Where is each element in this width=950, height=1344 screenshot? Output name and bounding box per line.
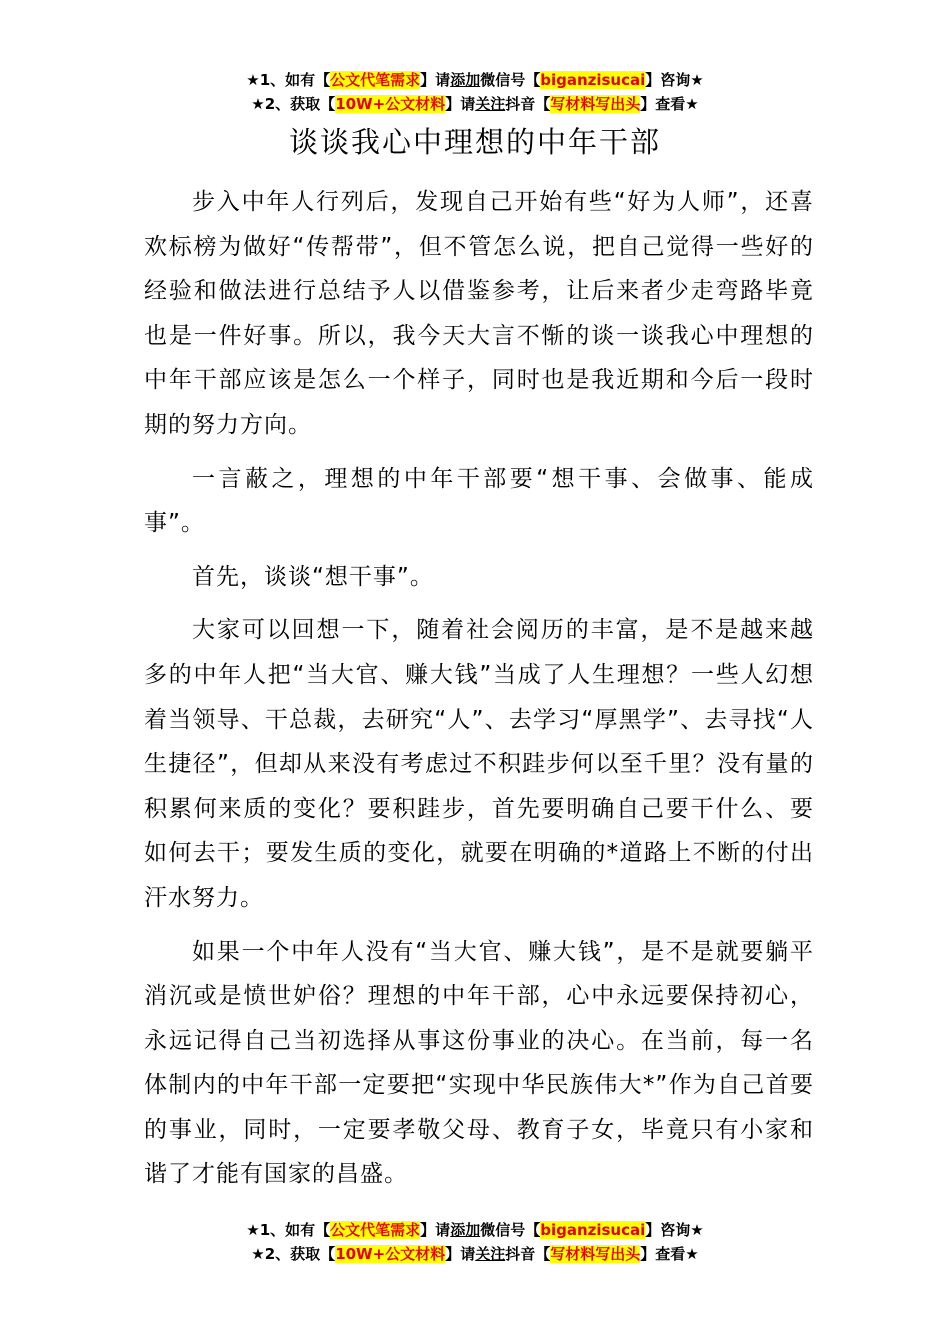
promo-text: 】咨询★ (645, 71, 704, 89)
paragraph: 一言蔽之，理想的中年干部要“想干事、会做事、能成事”。 (144, 465, 814, 537)
promo-line-1 (0, 1218, 950, 1242)
paragraph: 大家可以回想一下，随着社会阅历的丰富，是不是越来越多的中年人把“当大官、赚大钱”当成了人生理想？一些人幻想着当领导、干总裁，去研究“人”、去学习“厚黑学”、去寻找“人生捷径”，但却从来没有考虑过不积跬步何以至千里？没有量的积累何来质的变化？要积跬步，首先要明确自己要干什么、要如何去干；要发生质的变化，就要在明确的*道路上不断的付出汗水努力。 (144, 617, 814, 911)
promo-footer (0, 1218, 950, 1266)
document-title: 谈谈我心中理想的中年干部 (288, 125, 661, 159)
promo-underlined-text: 关注 (475, 1245, 506, 1263)
promo-highlight-douyin-account: 写材料写出头 (550, 1245, 641, 1263)
promo-line-2 (0, 1242, 950, 1266)
promo-text: 】请 (420, 1221, 451, 1239)
promo-underlined-text: 添加 (450, 1221, 481, 1239)
promo-text: 】查看★ (640, 1245, 699, 1263)
promo-header (0, 68, 950, 116)
promo-text: ★2、获取【 (251, 1245, 336, 1263)
promo-text: 】查看★ (640, 95, 699, 113)
promo-text: ★1、如有【 (246, 1221, 331, 1239)
promo-highlight-service: 公文代笔需求 (330, 71, 421, 89)
promo-text: 】请 (445, 95, 476, 113)
promo-text: ★1、如有【 (246, 71, 331, 89)
promo-text: 】请 (420, 71, 451, 89)
paragraph: 步入中年人行列后，发现自己开始有些“好为人师”，还喜欢标榜为做好“传帮带”，但不管怎么说，把自己觉得一些好的经验和做法进行总结予人以借鉴参考，让后来者少走弯路毕竟也是一件好事。所以，我今天大言不惭的谈一谈我心中理想的中年干部应该是怎么一个样子，同时也是我近期和今后一段时期的努力方向。 (144, 189, 814, 438)
promo-highlight-materials: 10W+公文材料 (335, 1245, 446, 1263)
promo-text: 】咨询★ (645, 1221, 704, 1239)
promo-text: 】请 (445, 1245, 476, 1263)
promo-underlined-text: 添加 (450, 71, 481, 89)
promo-highlight-douyin-account: 写材料写出头 (550, 95, 641, 113)
promo-text: ★2、获取【 (251, 95, 336, 113)
promo-text: 抖音【 (505, 95, 551, 113)
promo-line-2 (0, 92, 950, 116)
promo-highlight-materials: 10W+公文材料 (335, 95, 446, 113)
paragraph: 首先，谈谈“想干事”。 (192, 563, 434, 590)
paragraph: 如果一个中年人没有“当大官、赚大钱”，是不是就要躺平消沉或是愤世妒俗？理想的中年干部，心中永远要保持初心，永远记得自己当初选择从事这份事业的决心。在当前，每一名体制内的中年干部一定要把“实现中华民族伟大*”作为自己首要的事业，同时，一定要孝敬父母、教育子女，毕竟只有小家和谐了才能有国家的昌盛。 (144, 938, 814, 1188)
promo-line-1 (0, 68, 950, 92)
promo-highlight-wechat-id: biganzisucai (540, 71, 646, 89)
promo-text: 微信号【 (480, 1221, 541, 1239)
promo-highlight-wechat-id: biganzisucai (540, 1221, 646, 1239)
promo-text: 微信号【 (480, 71, 541, 89)
promo-underlined-text: 关注 (475, 95, 506, 113)
promo-text: 抖音【 (505, 1245, 551, 1263)
promo-highlight-service: 公文代笔需求 (330, 1221, 421, 1239)
document-body (144, 180, 814, 1206)
